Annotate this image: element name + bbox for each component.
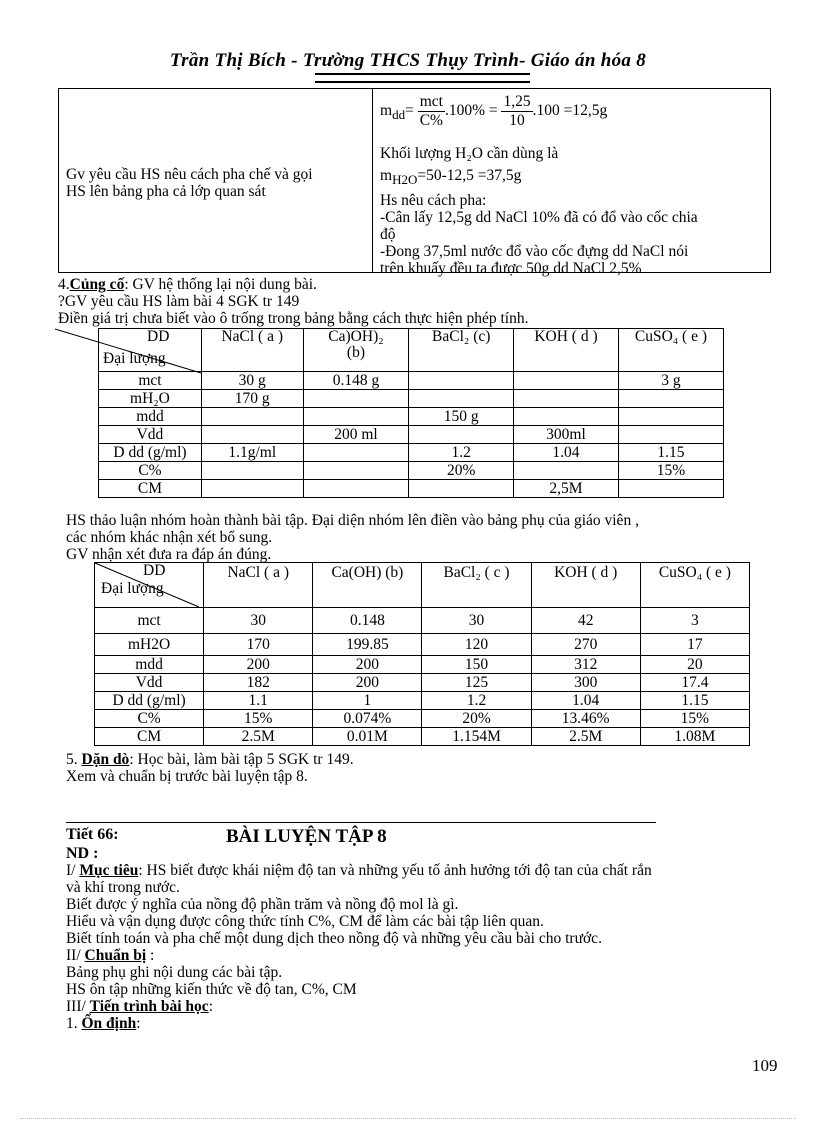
table-cell: 1 [313, 692, 422, 710]
row-label: mH2O [95, 634, 204, 656]
stabilize-text: : [136, 1015, 141, 1032]
table-cell: 1.154M [422, 728, 531, 746]
procedure-number: III/ [66, 998, 90, 1015]
table-cell: 312 [531, 656, 640, 674]
table-cell: 0.074% [313, 710, 422, 728]
corner-diagonal [95, 563, 199, 607]
table-cell: 15% [204, 710, 313, 728]
row-label: mct [95, 608, 204, 634]
fraction-mct-c [418, 93, 445, 130]
table-cell: 120 [422, 634, 531, 656]
activity-line: trên khuấy đều ta được 50g dd NaCl 2,5% [380, 260, 642, 278]
table-cell: 15% [640, 710, 749, 728]
fraction-denominator: C% [419, 112, 443, 129]
section-5-text: : Học bài, làm bài tập 5 SGK tr 149. [129, 751, 354, 768]
table-cell: 300 [531, 674, 640, 692]
objectives-title: Mục tiêu [79, 862, 139, 879]
table-cell: 1.1g/ml [201, 444, 303, 462]
preparation-line: HS ôn tập những kiến thức về độ tan, C%, CM [66, 981, 357, 998]
table-header-row [99, 329, 724, 372]
table-cell: 2,5M [514, 480, 619, 498]
corner-bottom: Đại lượng [103, 350, 166, 367]
formula-lhs-sub: dd [392, 107, 406, 123]
header-divider [315, 73, 530, 83]
procedure-heading [66, 998, 786, 1015]
header-cell [303, 329, 409, 372]
table-cell: 1.15 [640, 692, 749, 710]
table-cell [409, 480, 514, 498]
exercise-table [98, 328, 724, 498]
header-cell: BaCl₂ (c) [409, 329, 514, 372]
lesson-title: BÀI LUYỆN TẬP 8 [226, 826, 387, 847]
row-label: D dd (g/ml) [99, 444, 202, 462]
table-cell: 2.5M [204, 728, 313, 746]
table-cell [303, 480, 409, 498]
table-row [99, 480, 724, 498]
formula-rhs: .100 =12,5g [532, 102, 608, 120]
page-header: Trần Thị Bích - Trường THCS Thụy Trình- Giáo án hóa 8 [169, 50, 647, 71]
table-cell: 30 [204, 608, 313, 634]
table-cell: 13.46% [531, 710, 640, 728]
header-cell: CuSO₄ ( e ) [640, 563, 749, 608]
table-cell: 3 g [618, 372, 723, 390]
stabilize-number: 1. [66, 1015, 82, 1032]
row-label: Vdd [95, 674, 204, 692]
objectives-number: I/ [66, 862, 80, 879]
table-cell: 182 [204, 674, 313, 692]
header-cell: CuSO₄ ( e ) [618, 329, 723, 372]
table-cell: 1.15 [618, 444, 723, 462]
fraction-numerator: mct [419, 93, 443, 110]
header-cell: NaCl ( a ) [201, 329, 303, 372]
table-cell [618, 408, 723, 426]
table-cell: 170 [204, 634, 313, 656]
table-cell [618, 426, 723, 444]
activity-left-line: HS lên bảng pha cả lớp quan sát [66, 183, 266, 200]
section-5 [66, 751, 354, 785]
table-cell [514, 462, 619, 480]
row-label: mdd [95, 656, 204, 674]
section-5-number: 5. [66, 751, 82, 768]
preparation-heading [66, 947, 786, 964]
objectives-text: : HS biết được khái niệm độ tan và những yếu tố ảnh hưởng tới độ tan của chất rắn [138, 862, 652, 879]
section-5-title: Dặn dò [81, 751, 130, 768]
table-cell [303, 462, 409, 480]
table-cell: 2.5M [531, 728, 640, 746]
table-cell [409, 426, 514, 444]
lesson-nd: ND : [66, 845, 99, 862]
table-row [99, 426, 724, 444]
corner-top: DD [147, 328, 170, 345]
table-cell: 0.01M [313, 728, 422, 746]
stabilize-heading [66, 1015, 786, 1032]
fraction-values [501, 93, 532, 130]
table-cell: 200 [204, 656, 313, 674]
discussion-line: GV nhận xét đưa ra đáp án đúng. [66, 546, 272, 563]
table-cell: 270 [531, 634, 640, 656]
table-cell: 42 [531, 608, 640, 634]
stabilize-title: Ổn định [81, 1015, 137, 1032]
fraction-numerator: 1,25 [503, 93, 531, 110]
activity-line: độ [380, 226, 396, 244]
table-row [95, 728, 750, 746]
procedure-title: Tiến trình bài học [89, 998, 209, 1015]
header-cell: Ca(OH) (b) [313, 563, 422, 608]
table-cell [201, 480, 303, 498]
activity-box-divider [372, 88, 373, 273]
table-cell [514, 390, 619, 408]
objectives-heading [66, 862, 786, 879]
header-cell: KOH ( d ) [531, 563, 640, 608]
table-cell: 1.1 [204, 692, 313, 710]
row-label: mdd [99, 408, 202, 426]
water-mass-line [380, 164, 768, 192]
section-5-heading [66, 751, 354, 768]
table-cell: 1.04 [514, 444, 619, 462]
lesson-body [66, 862, 786, 1032]
table-row [95, 656, 750, 674]
discussion-line: các nhóm khác nhận xét bổ sung. [66, 529, 273, 546]
table-row [99, 444, 724, 462]
table-cell: 170 g [201, 390, 303, 408]
table-cell [201, 426, 303, 444]
preparation-text: : [146, 947, 155, 964]
discussion-line: HS thảo luận nhóm hoàn thành bài tập. Đại diện nhóm lên điền vào bảng phụ của giáo viên , [66, 512, 639, 529]
table-cell: 1.2 [422, 692, 531, 710]
section-4-question: ?GV yêu cầu HS làm bài 4 SGK tr 149 [58, 293, 300, 310]
procedure-text: : [208, 998, 213, 1015]
water-mass-sub: H2O [392, 172, 418, 188]
table-row [99, 408, 724, 426]
table-cell: 1.08M [640, 728, 749, 746]
objective-line: Biết tính toán và pha chế một dung dịch theo nồng độ và những yêu cầu bài cho trước. [66, 930, 602, 947]
table-cell: 1.2 [409, 444, 514, 462]
table-cell: 20% [422, 710, 531, 728]
table-cell [409, 372, 514, 390]
header-cell: BaCl₂ ( c ) [422, 563, 531, 608]
preparation-number: II/ [66, 947, 85, 964]
table-row [99, 390, 724, 408]
header-cell-line: Ca)OH)₂ [328, 328, 384, 345]
table-cell: 0.148 g [303, 372, 409, 390]
table-cell: 199.85 [313, 634, 422, 656]
table-cell: 200 ml [303, 426, 409, 444]
corner-cell [99, 329, 202, 372]
table-cell [303, 390, 409, 408]
row-label: Vdd [99, 426, 202, 444]
table-cell [201, 462, 303, 480]
row-label: D dd (g/ml) [95, 692, 204, 710]
header-cell: KOH ( d ) [514, 329, 619, 372]
section-4 [58, 276, 528, 327]
section-4-instruction: Điền giá trị chưa biết vào ô trống trong bảng bằng cách thực hiện phép tính. [58, 310, 529, 327]
section-4-title: Củng cố [69, 276, 125, 293]
formula-lhs: m [380, 102, 393, 120]
activity-left-line: Gv yêu cầu HS nêu cách pha chế và gọi [66, 166, 313, 183]
discussion-text [66, 512, 639, 563]
corner-top: DD [143, 562, 166, 579]
section-4-number: 4. [58, 276, 70, 293]
formula [380, 93, 607, 130]
activity-left-text [66, 166, 366, 200]
table-cell [514, 408, 619, 426]
corner-diagonal [55, 329, 201, 373]
row-label: mH₂O [99, 390, 202, 408]
table-cell [303, 444, 409, 462]
activity-line: -Đong 37,5ml nước đổ vào cốc đựng dd NaCl nói [380, 243, 689, 261]
corner-cell [95, 563, 204, 608]
preparation-line: Bảng phụ ghi nội dung các bài tập. [66, 964, 283, 981]
table-cell: 30 g [201, 372, 303, 390]
table-cell: 20% [409, 462, 514, 480]
water-mass-m: m [380, 167, 393, 184]
lesson-period: Tiết 66: [66, 826, 119, 843]
table-cell [514, 372, 619, 390]
table-cell: 17 [640, 634, 749, 656]
table-row [95, 674, 750, 692]
objective-line: Hiểu và vận dụng được công thức tính C%, CM để làm các bài tập liên quan. [66, 913, 544, 930]
section-5-line: Xem và chuẩn bị trước bài luyện tập 8. [66, 768, 308, 785]
table-row [95, 634, 750, 656]
table-row [99, 462, 724, 480]
activity-right-text [380, 144, 768, 277]
section-divider [66, 822, 656, 823]
objective-line: Biết được ý nghĩa của nồng độ phần trăm và nồng độ mol là gì. [66, 896, 459, 913]
table-cell [303, 408, 409, 426]
table-cell: 200 [313, 674, 422, 692]
objective-line: và khí trong nước. [66, 879, 180, 896]
formula-eq: = [405, 102, 414, 120]
section-4-heading [58, 276, 528, 293]
table-cell [618, 390, 723, 408]
table-cell: 125 [422, 674, 531, 692]
fraction-denominator: 10 [509, 112, 525, 129]
corner-bottom: Đại lượng [101, 580, 164, 597]
row-label: CM [99, 480, 202, 498]
table-cell: 20 [640, 656, 749, 674]
header-cell: NaCl ( a ) [204, 563, 313, 608]
table-row [99, 372, 724, 390]
activity-line: Hs nêu cách pha: [380, 192, 487, 210]
table-cell: 15% [618, 462, 723, 480]
activity-line: -Cân lấy 12,5g dd NaCl 10% đã có đổ vào cốc chia [380, 209, 698, 227]
table-row [95, 608, 750, 634]
preparation-title: Chuẩn bị [84, 947, 147, 964]
table-cell: 0.148 [313, 608, 422, 634]
page-bottom-border [20, 1118, 796, 1119]
table-cell: 150 g [409, 408, 514, 426]
formula-mid: .100% = [444, 102, 498, 120]
table-cell: 17.4 [640, 674, 749, 692]
row-label: C% [99, 462, 202, 480]
header-cell-line: (b) [346, 344, 365, 361]
answer-table [94, 562, 750, 746]
table-cell: 1.04 [531, 692, 640, 710]
table-cell [618, 480, 723, 498]
table-cell: 200 [313, 656, 422, 674]
water-mass-value: =50-12,5 =37,5g [417, 167, 522, 184]
table-header-row [95, 563, 750, 608]
table-cell: 150 [422, 656, 531, 674]
activity-line: Khối lượng H₂O cần dùng là [380, 145, 559, 162]
table-cell: 30 [422, 608, 531, 634]
row-label: CM [95, 728, 204, 746]
section-4-text: : GV hệ thống lại nội dung bài. [124, 276, 317, 293]
table-cell: 3 [640, 608, 749, 634]
row-label: C% [95, 710, 204, 728]
table-row [95, 692, 750, 710]
page-number: 109 [752, 1056, 778, 1075]
table-row [95, 710, 750, 728]
table-cell [409, 390, 514, 408]
table-cell: 300ml [514, 426, 619, 444]
row-label: mct [99, 372, 202, 390]
table-cell [201, 408, 303, 426]
